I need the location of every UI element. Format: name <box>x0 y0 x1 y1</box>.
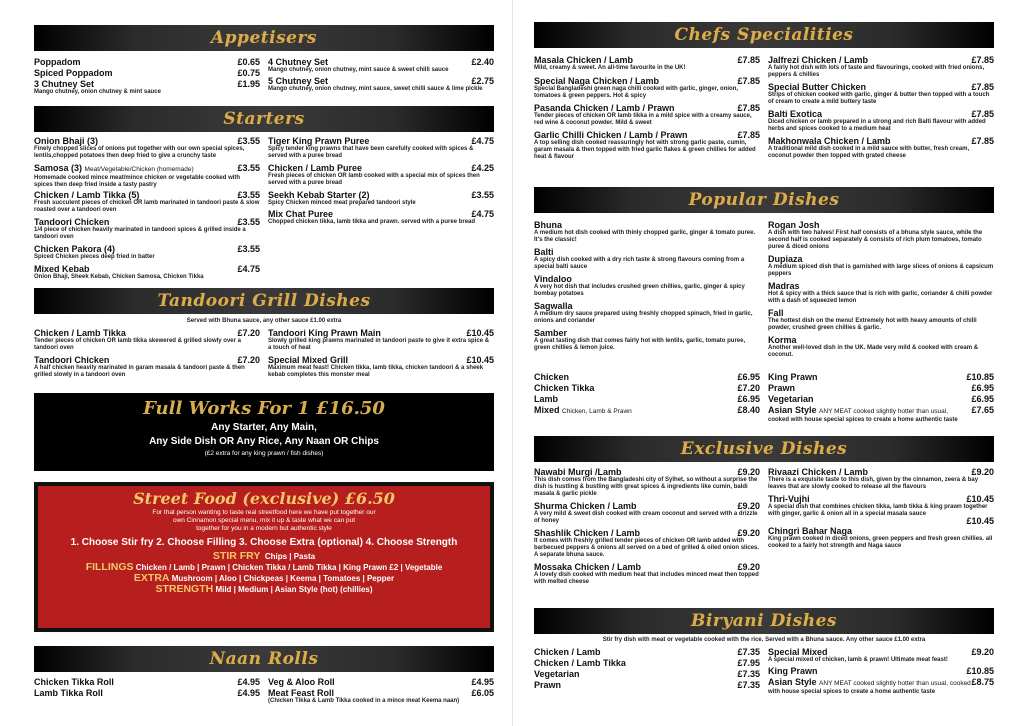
item-name: Special Mixed <box>768 647 828 657</box>
item-price: £4.95 <box>471 677 494 687</box>
item-price: £7.85 <box>737 55 760 65</box>
item-name: Seekh Kebab Starter (2) <box>268 190 370 200</box>
item-price: £4.25 <box>471 163 494 173</box>
item-name: Rogan Josh <box>768 220 820 230</box>
item-name: Balti Exotica <box>768 109 823 119</box>
item-name: Fall <box>768 308 784 318</box>
item-name-text: Asian Style <box>768 405 817 415</box>
item-price: £4.95 <box>237 677 260 687</box>
menu-item <box>768 281 994 305</box>
menu-item <box>768 254 994 278</box>
item-name: Veg & Aloo Roll <box>268 677 335 687</box>
item-price: £7.35 <box>737 647 760 657</box>
item-price: £9.20 <box>737 562 760 572</box>
naan-rolls-section <box>34 646 494 704</box>
item-price: £8.40 <box>737 405 760 415</box>
item-desc: Fresh succulent pieces of chicken OR lamb marinated in tandoori paste & slow roasted over a tandoori oven <box>34 200 260 213</box>
menu-item <box>534 658 760 668</box>
item-name: Balti <box>534 247 554 257</box>
item-name: Special Naga Chicken / Lamb <box>534 76 660 86</box>
item-name-note: Chicken, Lamb & Prawn <box>562 408 632 415</box>
item-desc: A special mixed of chicken, lamb & prawn! Ultimate meat feast! <box>768 657 948 663</box>
item-price: £0.65 <box>237 57 260 67</box>
item-name-note: ANY MEAT cooked slightly hotter than usual, cooked <box>819 680 971 687</box>
section-title: Popular Dishes <box>688 190 840 210</box>
item-name: Korma <box>768 335 797 345</box>
menu-item <box>768 109 994 133</box>
menu-item <box>534 501 760 525</box>
item-name: Special Butter Chicken <box>768 82 867 92</box>
item-name-text: Mixed <box>534 405 560 415</box>
item-price: £7.35 <box>737 669 760 679</box>
item-name: Samber <box>534 328 568 338</box>
option-values: Mild | Medium | Asian Style (hot) (chillies) <box>215 585 373 594</box>
item-desc: A spicy dish cooked with a dry rich taste & strong flavours coming from a special balti sauce <box>534 257 745 270</box>
item-name: King Prawn <box>768 666 818 676</box>
menu-item <box>768 516 994 526</box>
menu-item <box>534 274 760 298</box>
item-desc: A dish with two halves! First half consists of a bhuna style sauce, while the second half is cooked separately & consists of rich plum tomatoes, tomato puree & diced onions <box>768 230 983 250</box>
item-price: £10.45 <box>466 328 494 338</box>
item-desc: Tender pieces of chicken OR lamb tikka skewered & grilled slowly over a tandoori oven <box>34 338 241 351</box>
item-desc: (Chicken Tikka & Lamb Tikka cooked in a mince meat Keema naan) <box>268 698 460 704</box>
item-price: £10.85 <box>966 372 994 382</box>
option-key: STIR FRY <box>212 550 261 562</box>
item-price: £4.95 <box>237 688 260 698</box>
item-desc: The hottest dish on the menu! Extremely hot with heavy amounts of chilli powder, crushed green chillies & garlic. <box>768 318 977 331</box>
option-key: EXTRA <box>133 572 170 584</box>
item-name: Tiger King Prawn Puree <box>268 136 370 146</box>
item-desc: Diced chicken or lamb prepared in a strong and rich Balti flavour with added herbs and spices cooked to a medium heat <box>768 119 986 132</box>
exclusive-banner <box>534 436 994 462</box>
menu-item <box>34 68 260 78</box>
price-row <box>768 394 994 404</box>
item-name: Special Mixed Grill <box>268 355 349 365</box>
full-works-title: Full Works For 1 £16.50 <box>143 398 385 419</box>
menu-item <box>34 163 260 189</box>
menu-item <box>768 335 994 359</box>
item-desc: Mild, creamy & sweet. An all-time favourite in the UK! <box>534 65 686 71</box>
item-name: Meat Feast Roll <box>268 688 335 698</box>
option-row-strength <box>38 584 490 595</box>
item-name: Thri-Vujhi <box>768 494 810 504</box>
menu-item <box>768 467 994 491</box>
item-name: Chicken / Lamb Tikka <box>34 328 126 338</box>
item-name: Mossaka Chicken / Lamb <box>534 562 642 572</box>
menu-item <box>268 328 494 352</box>
menu-item <box>534 467 760 498</box>
item-desc: cooked with house special spices to create a home authentic taste <box>768 417 958 423</box>
item-desc: Spicy tender king prawns that have been carefully cooked with spices & served with a puree bread <box>268 146 474 159</box>
item-name: Sagwalla <box>534 301 573 311</box>
option-key: STRENGTH <box>155 583 214 595</box>
item-price: £6.95 <box>737 394 760 404</box>
menu-item <box>34 355 260 379</box>
menu-item <box>268 76 494 93</box>
starters-banner <box>34 106 494 132</box>
item-desc: A medium dry sauce prepared using freshly chopped spinach, fried in garlic, onions and coriander <box>534 311 753 324</box>
item-price: £6.95 <box>737 372 760 382</box>
menu-item <box>768 82 994 106</box>
item-price: £7.65 <box>971 405 994 415</box>
item-desc: with house special spices to create a home authentic taste <box>768 689 936 695</box>
item-name: King Prawn <box>768 372 818 382</box>
item-desc: A lovely dish cooked with medium heat that includes minced meat then topped with melted cheese <box>534 572 759 585</box>
item-name: Rivaazi Chicken / Lamb <box>768 467 869 477</box>
starters-section <box>34 106 494 280</box>
price-row <box>768 405 994 424</box>
menu-item <box>534 328 760 352</box>
page-fold <box>512 0 513 726</box>
item-name: Vegetarian <box>768 394 814 404</box>
item-name: Tandoori King Prawn Main <box>268 328 381 338</box>
item-price: £4.75 <box>237 264 260 274</box>
menu-item <box>34 688 260 698</box>
item-name: Chicken / Lamb <box>534 647 601 657</box>
popular-banner <box>534 187 994 213</box>
menu-item <box>268 355 494 379</box>
item-name: Spiced Poppadom <box>34 68 113 78</box>
item-name: Chicken / Lamb Tikka <box>534 658 626 668</box>
menu-item <box>768 677 994 696</box>
item-name: Poppadom <box>34 57 81 67</box>
menu-item <box>768 55 994 79</box>
menu-item <box>534 669 760 679</box>
item-name-note: Meat/Vegetable/Chicken (homemade) <box>84 166 194 173</box>
intro-line: For that person wanting to taste real streetfood here we have put together our <box>152 509 376 516</box>
item-name: Chingri Bahar Naga <box>768 526 853 536</box>
item-price: £6.05 <box>471 688 494 698</box>
item-name: Tandoori Chicken <box>34 217 110 227</box>
item-price: £10.45 <box>966 494 994 504</box>
street-food-box <box>34 482 494 632</box>
item-price: £9.20 <box>737 467 760 477</box>
item-price: £7.85 <box>737 76 760 86</box>
menu-item <box>34 57 260 67</box>
item-price: £9.20 <box>971 467 994 477</box>
option-values: Mushroom | Aloo | Chickpeas | Keema | Tomatoes | Pepper <box>171 574 395 583</box>
menu-item <box>34 677 260 687</box>
item-desc: A very mild & sweet dish cooked with cream coconut and served with a drizzle of honey <box>534 511 758 524</box>
item-price: £0.75 <box>237 68 260 78</box>
item-name: Vegetarian <box>534 669 580 679</box>
tandoori-section <box>34 288 494 378</box>
item-price: £3.55 <box>237 190 260 200</box>
item-price: £2.75 <box>471 76 494 86</box>
menu-item <box>268 688 494 705</box>
item-name: Lamb Tikka Roll <box>34 688 103 698</box>
street-food-title: Street Food (exclusive) £6.50 <box>133 489 395 508</box>
item-desc: King prawn cooked in diced onions, green peppers and fresh green chillies. all cooked to a fairly hot strength and Naga sauce <box>768 536 993 549</box>
price-row <box>534 394 760 404</box>
item-desc: There is a exquisite taste to this dish, given by the cinnamon, zeera & bay leaves that are slowly cooked to release all the flavours <box>768 477 979 490</box>
menu-item <box>268 136 494 160</box>
item-name: Mixed Kebab <box>34 264 90 274</box>
item-price: £4.75 <box>471 136 494 146</box>
item-price: £9.20 <box>971 647 994 657</box>
item-desc: Mango chutney, onion chutney, mint sauce, sweet chilli sauce & lime pickle <box>268 86 483 92</box>
chefs-banner <box>534 22 994 48</box>
appetisers-section <box>34 25 494 95</box>
full-works-line: Any Side Dish OR Any Rice, Any Naan OR Chips <box>149 436 379 447</box>
menu-item <box>768 308 994 332</box>
item-name: Makhonwala Chicken / Lamb <box>768 136 891 146</box>
item-desc: A traditional mild dish cooked in a mild sauce with butter, fresh cream, coconut powder then topped with grated cheese <box>768 146 970 159</box>
menu-item <box>34 244 260 261</box>
menu-item <box>268 57 494 74</box>
exclusive-dishes-section <box>534 436 994 585</box>
item-price: £1.95 <box>237 79 260 89</box>
section-title: Tandoori Grill Dishes <box>157 291 371 311</box>
menu-item <box>768 220 994 251</box>
menu-item <box>268 209 494 226</box>
item-price: £2.40 <box>471 57 494 67</box>
street-food-steps: 1. Choose Stir fry 2. Choose Filling 3. Choose Extra (optional) 4. Choose Strength <box>70 537 458 548</box>
item-name: Shashlik Chicken / Lamb <box>534 528 641 538</box>
item-price: £7.85 <box>971 82 994 92</box>
menu-item <box>534 220 760 244</box>
item-name: Prawn <box>534 680 562 690</box>
intro-line: together for you in a modern but authentic style <box>196 525 332 532</box>
item-name <box>768 405 948 417</box>
item-name: Prawn <box>768 383 796 393</box>
menu-item <box>534 562 760 586</box>
item-price: £7.35 <box>737 680 760 690</box>
item-name-text: Asian Style <box>768 677 817 687</box>
item-name: 4 Chutney Set <box>268 57 329 67</box>
menu-item <box>534 301 760 325</box>
item-price: £8.75 <box>971 677 994 687</box>
full-works-note: (£2 extra for any king prawn / fish dishes) <box>204 450 324 457</box>
item-desc: A great tasting dish that comes fairly hot with lentils, garlic, tomato puree, green chillies & lemon juice. <box>534 338 746 351</box>
item-price: £3.55 <box>237 136 260 146</box>
section-title: Appetisers <box>210 28 317 48</box>
item-desc: Special Bangladeshi green naga chilli cooked with garlic, ginger, onion, tomatoes & green peppers. Hot & spicy <box>534 86 739 99</box>
item-desc: It comes with freshly grilled tender pieces of chicken OR lamb added with barbecued peppers & onions all served on a bed of grilled & oiled onion slices. A separate bhuna sauce. <box>534 538 760 558</box>
section-note: Served with Bhuna sauce, any other sauce £1.00 extra <box>186 318 342 324</box>
section-title: Biryani Dishes <box>691 611 837 631</box>
item-name: Chicken Tikka Roll <box>34 677 114 687</box>
item-price: £10.45 <box>966 516 994 526</box>
item-desc: A very hot dish that includes crushed green chillies, garlic, ginger & spicy bombay potatoes <box>534 284 745 297</box>
menu-item <box>534 680 760 690</box>
item-name: 3 Chutney Set <box>34 79 95 89</box>
full-works-line: Any Starter, Any Main, <box>211 422 317 433</box>
item-desc: Homemade cooked mince meat/mince chicken or vegetable cooked with spices then deep fried inside a tasty pastry <box>34 175 241 188</box>
item-desc: Chopped chicken tikka, lamb tikka and prawn. served with a puree bread <box>268 219 476 225</box>
item-price: £9.20 <box>737 528 760 538</box>
item-desc: 1/4 piece of chicken heavily marinated in tandoori spices & grilled inside a tandoori oven <box>34 227 246 240</box>
menu-item <box>768 647 994 664</box>
item-name: Chicken / Lamb Tikka (5) <box>34 190 140 200</box>
item-desc: Onion Bhaji, Sheek Kebab, Chicken Samosa, Chicken Tikka <box>34 274 204 280</box>
item-price: £3.55 <box>471 190 494 200</box>
option-values: Chips | Pasta <box>264 552 316 561</box>
option-row-extra <box>38 573 490 584</box>
item-name <box>34 163 194 175</box>
item-name: Tandoori Chicken <box>34 355 110 365</box>
item-desc: Spiced Chicken pieces deep fried in batter <box>34 254 155 260</box>
street-food-intro <box>38 509 490 533</box>
menu-item <box>34 217 260 241</box>
menu-item <box>34 328 260 352</box>
street-food-options <box>38 551 490 595</box>
item-price: £7.20 <box>237 355 260 365</box>
menu-item <box>34 136 260 160</box>
item-price: £6.95 <box>971 394 994 404</box>
item-name: Onion Bhaji (3) <box>34 136 98 146</box>
item-price: £6.95 <box>971 383 994 393</box>
menu-item <box>34 190 260 214</box>
section-title: Starters <box>223 109 305 129</box>
item-name: Garlic Chilli Chicken / Lamb / Prawn <box>534 130 688 140</box>
biryani-dishes-section <box>534 608 994 695</box>
item-price: £10.85 <box>966 666 994 676</box>
menu-item <box>768 666 994 676</box>
price-row <box>534 372 760 382</box>
menu-item <box>534 55 760 72</box>
item-name: Nawabi Murgi /Lamb <box>534 467 622 477</box>
menu-item <box>534 247 760 271</box>
item-desc: Mango chutney, onion chutney, mint sauce & sweet chilli sauce <box>268 67 449 73</box>
menu-item <box>34 264 260 281</box>
menu-item <box>534 130 760 161</box>
menu-item <box>534 647 760 657</box>
chefs-specialities-section <box>534 22 994 160</box>
item-name <box>768 677 971 689</box>
item-name: Jalfrezi Chicken / Lamb <box>768 55 869 65</box>
item-name <box>534 405 632 417</box>
item-price: £7.85 <box>737 103 760 113</box>
item-price: £7.20 <box>237 328 260 338</box>
item-name: 5 Chutney Set <box>268 76 329 86</box>
item-price: £7.85 <box>971 136 994 146</box>
section-title: Naan Rolls <box>209 649 319 669</box>
item-name: Chicken Pakora (4) <box>34 244 116 254</box>
item-name-text: Samosa (3) <box>34 163 83 173</box>
item-price: £3.55 <box>237 163 260 173</box>
menu-item <box>534 76 760 100</box>
option-key: FILLINGS <box>85 561 134 573</box>
item-name-note: ANY MEAT cooked slightly hotter than usual, <box>819 408 949 415</box>
option-row-fillings <box>38 562 490 573</box>
menu-item <box>534 528 760 559</box>
item-name: Mix Chat Puree <box>268 209 334 219</box>
item-name: Chicken <box>534 372 570 382</box>
intro-line: own Cinnamon special menu, mix it up & taste what we can put <box>172 517 356 524</box>
item-name: Shurma Chicken / Lamb <box>534 501 637 511</box>
item-desc: A medium hot dish cooked with thinly chopped garlic, ginger & tomato puree. It's the classic! <box>534 230 756 243</box>
item-desc: Fresh pieces of chicken OR lamb cooked with a special mix of spices then served with a puree bread <box>268 173 480 186</box>
item-name: Dupiaza <box>768 254 803 264</box>
item-name: Vindaloo <box>534 274 572 284</box>
menu-item <box>268 677 494 687</box>
price-row <box>768 383 994 393</box>
item-desc: A fairly hot dish with lots of taste and flavourings, cooked with fried onions, peppers & chillies <box>768 65 985 78</box>
full-works-box <box>34 393 494 471</box>
item-name: Pasanda Chicken / Lamb / Prawn <box>534 103 675 113</box>
item-desc: A top selling dish cooked reassuringly hot with strong garlic paste, cumin, garam masala & then topped with fried garlic flakes & green chillies for added heat & flavour <box>534 140 756 160</box>
option-values: Chicken / Lamb | Prawn | Chicken Tikka / Lamb Tikka | King Prawn £2 | Vegetable <box>135 563 443 572</box>
biryani-banner <box>534 608 994 634</box>
price-row <box>534 383 760 393</box>
item-desc: A medium spiced dish that is garnished with large slices of onions & capsicum peppers <box>768 264 994 277</box>
menu-item <box>34 79 260 96</box>
item-desc: Spicy Chicken minced meat prepared tandoori style <box>268 200 416 206</box>
item-price: £7.85 <box>971 109 994 119</box>
item-price: £7.85 <box>971 55 994 65</box>
item-price: £7.85 <box>737 130 760 140</box>
item-price: £3.55 <box>237 244 260 254</box>
section-note: Stir fry dish with meat or vegetable cooked with the rice. Served with a Bhuna sauce. Any other sauce £1.00 extra <box>602 637 926 643</box>
item-name: Chicken / Lamb Puree <box>268 163 363 173</box>
menu-item <box>768 494 994 518</box>
item-name: Bhuna <box>534 220 562 230</box>
item-desc: Tender pieces of chicken OR lamb tikka in a mild spice with a creamy sauce, red wine & coconut powder. Mild & sweet <box>534 113 752 126</box>
item-price: £9.20 <box>737 501 760 511</box>
item-desc: Strips of chicken cooked with garlic, ginger & butter then topped with a touch of cream to create a mild buttery taste <box>768 92 990 105</box>
popular-dishes-section <box>534 187 994 423</box>
item-desc: This dish comes from the Bangladeshi city of Sylhet, so without a surprise the dish is hustling & bustling with great spices & ingredients like cumin, baldi masala & garlic pickle <box>534 477 758 497</box>
item-desc: Maximum meat feast! Chicken tikka, lamb tikka, chicken tandoori & a sheek kebab completes this monster meal <box>268 365 484 378</box>
item-desc: Finely chopped slices of onions put together with our own special spices, lentils,chopped potatoes then deep fried to give a crunchy taste <box>34 146 245 159</box>
item-desc: Hot & spicy with a thick sauce that is rich with garlic, coriander & chilli powder with a dash of squeezed lemon <box>768 291 993 304</box>
item-name: Chicken Tikka <box>534 383 595 393</box>
item-desc: Mango chutney, onion chutney & mint sauce <box>34 89 161 95</box>
item-name: Lamb <box>534 394 559 404</box>
section-title: Chefs Specialities <box>674 25 854 45</box>
item-price: £7.20 <box>737 383 760 393</box>
item-price: £7.95 <box>737 658 760 668</box>
tandoori-banner <box>34 288 494 314</box>
menu-item <box>768 136 994 160</box>
item-price: £4.75 <box>471 209 494 219</box>
item-price: £3.55 <box>237 217 260 227</box>
item-desc: Slowly grilled king prawns marinated in tandoori paste to give it extra spice & a touch of heat <box>268 338 490 351</box>
menu-item <box>768 526 994 550</box>
price-row <box>768 372 994 382</box>
item-price: £10.45 <box>466 355 494 365</box>
appetisers-banner <box>34 25 494 51</box>
naan-rolls-banner <box>34 646 494 672</box>
item-desc: Another well-loved dish in the UK. Made very mild & cooked with cream & coconut. <box>768 345 979 358</box>
item-desc: A half chicken heavily marinated in garam masala & tandoori paste & then grilled slowly in a tandoori oven <box>34 365 245 378</box>
section-title: Exclusive Dishes <box>680 439 848 459</box>
item-name: Madras <box>768 281 800 291</box>
price-row <box>534 405 760 417</box>
item-name: Masala Chicken / Lamb <box>534 55 634 65</box>
menu-item <box>534 103 760 127</box>
item-desc: A special dish that combines chicken tikka, lamb tikka & king prawn together with ginger, garlic & onion all in a special masala sauce <box>768 504 988 517</box>
menu-item <box>268 163 494 187</box>
menu-item <box>268 190 494 207</box>
